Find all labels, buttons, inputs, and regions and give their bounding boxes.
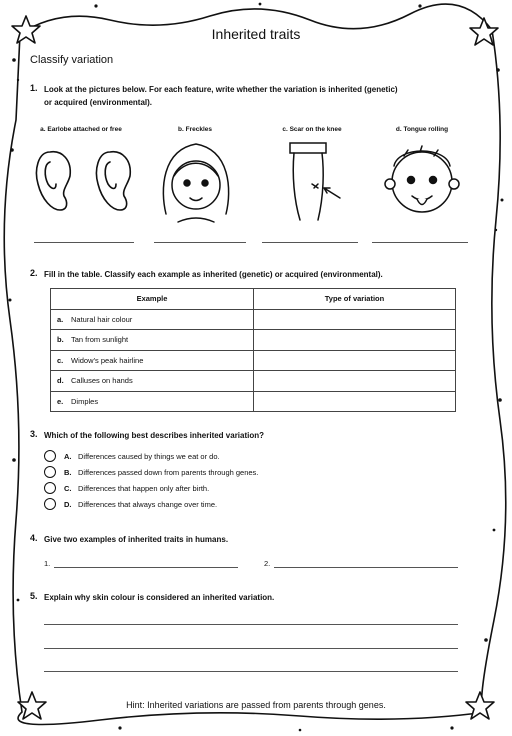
q4-text: Give two examples of inherited traits in humans. <box>44 535 229 544</box>
table-cell-example <box>51 330 254 351</box>
q1-text <box>44 83 464 109</box>
radio-circle[interactable] <box>44 498 56 510</box>
caption-text: Earlobe attached or free <box>47 126 122 133</box>
option-letter: C. <box>64 483 72 493</box>
answer-line-c[interactable] <box>262 242 358 243</box>
table-row <box>51 371 456 392</box>
row-letter: e. <box>57 396 64 406</box>
table-cell-answer[interactable] <box>254 391 456 412</box>
page-subtitle: Classify variation <box>30 54 114 66</box>
caption-letter: b. <box>178 126 184 133</box>
q1-number: 1. <box>30 83 38 93</box>
row-letter: c. <box>57 355 64 365</box>
table-row <box>51 350 456 371</box>
image-caption-a <box>26 126 136 133</box>
table-cell-answer[interactable] <box>254 350 456 371</box>
row-letter: d. <box>57 376 64 386</box>
option-text: Differences passed down from parents through genes. <box>78 467 259 477</box>
row-example: Tan from sunlight <box>71 335 129 345</box>
table-cell-answer[interactable] <box>254 309 456 330</box>
radio-circle[interactable] <box>44 450 56 462</box>
table-cell-answer[interactable] <box>254 330 456 351</box>
q5-text: Explain why skin colour is considered an inherited variation. <box>44 593 275 602</box>
table-header-row <box>51 289 456 310</box>
option-d[interactable] <box>44 498 217 510</box>
image-caption-b <box>150 126 240 133</box>
answer-line-1[interactable] <box>54 567 238 568</box>
table-row <box>51 309 456 330</box>
table-cell-answer[interactable] <box>254 371 456 392</box>
answer-number-2: 2. <box>264 559 271 568</box>
q4-number: 4. <box>30 533 38 543</box>
answer-line-a[interactable] <box>34 242 134 243</box>
option-b[interactable] <box>44 466 258 478</box>
ears-icon <box>37 152 131 210</box>
table-row <box>51 330 456 351</box>
row-letter: a. <box>57 314 64 324</box>
variation-table <box>50 288 456 412</box>
option-a[interactable] <box>44 450 220 462</box>
answer-line[interactable] <box>44 624 458 625</box>
row-letter: b. <box>57 335 64 345</box>
radio-circle[interactable] <box>44 466 56 478</box>
table-cell-example <box>51 350 254 371</box>
q5-number: 5. <box>30 591 38 601</box>
answer-number-1: 1. <box>44 559 51 568</box>
boy-tongue-icon <box>385 146 459 212</box>
q1-text-line1: Look at the pictures below. For each feature, write whether the variation is inherited (genetic) <box>44 85 398 94</box>
caption-text: Freckles <box>185 126 212 133</box>
option-text: Differences that always change over time. <box>78 499 218 509</box>
image-caption-c <box>262 126 362 133</box>
table-cell-example <box>51 371 254 392</box>
answer-line-b[interactable] <box>154 242 246 243</box>
table-cell-example <box>51 309 254 330</box>
caption-text: Tongue rolling <box>403 126 449 133</box>
q3-number: 3. <box>30 429 38 439</box>
option-letter: D. <box>64 499 72 509</box>
option-letter: A. <box>64 451 72 461</box>
answer-line-d[interactable] <box>372 242 468 243</box>
caption-text: Scar on the knee <box>289 126 342 133</box>
table-cell-example <box>51 391 254 412</box>
option-letter: B. <box>64 467 72 477</box>
caption-letter: d. <box>395 126 402 133</box>
caption-letter: c. <box>282 126 288 133</box>
hint-text: Hint: Inherited variations are passed from parents through genes. <box>126 700 386 710</box>
answer-line[interactable] <box>44 648 458 649</box>
answer-line[interactable] <box>44 671 458 672</box>
option-c[interactable] <box>44 482 209 494</box>
table-row <box>51 391 456 412</box>
caption-letter: a. <box>40 126 46 133</box>
option-text: Differences caused by things we eat or do. <box>78 451 220 461</box>
image-caption-d <box>374 126 470 133</box>
option-text: Differences that happen only after birth. <box>78 483 210 493</box>
table-header-type: Type of variation <box>254 289 456 310</box>
q2-text: Fill in the table. Classify each example as inherited (genetic) or acquired (environmental). <box>44 270 383 279</box>
row-example: Widow’s peak hairline <box>71 355 144 365</box>
answer-line-2[interactable] <box>274 567 458 568</box>
girl-face-icon <box>163 144 228 222</box>
q2-number: 2. <box>30 268 38 278</box>
q1-text-line2: or acquired (environmental). <box>44 98 153 107</box>
knee-scar-icon <box>290 143 340 220</box>
row-example: Calluses on hands <box>71 376 133 386</box>
table-header-example: Example <box>51 289 254 310</box>
q3-text: Which of the following best describes inherited variation? <box>44 431 265 440</box>
row-example: Dimples <box>71 396 99 406</box>
radio-circle[interactable] <box>44 482 56 494</box>
page-title: Inherited traits <box>211 26 301 42</box>
row-example: Natural hair colour <box>71 314 133 324</box>
